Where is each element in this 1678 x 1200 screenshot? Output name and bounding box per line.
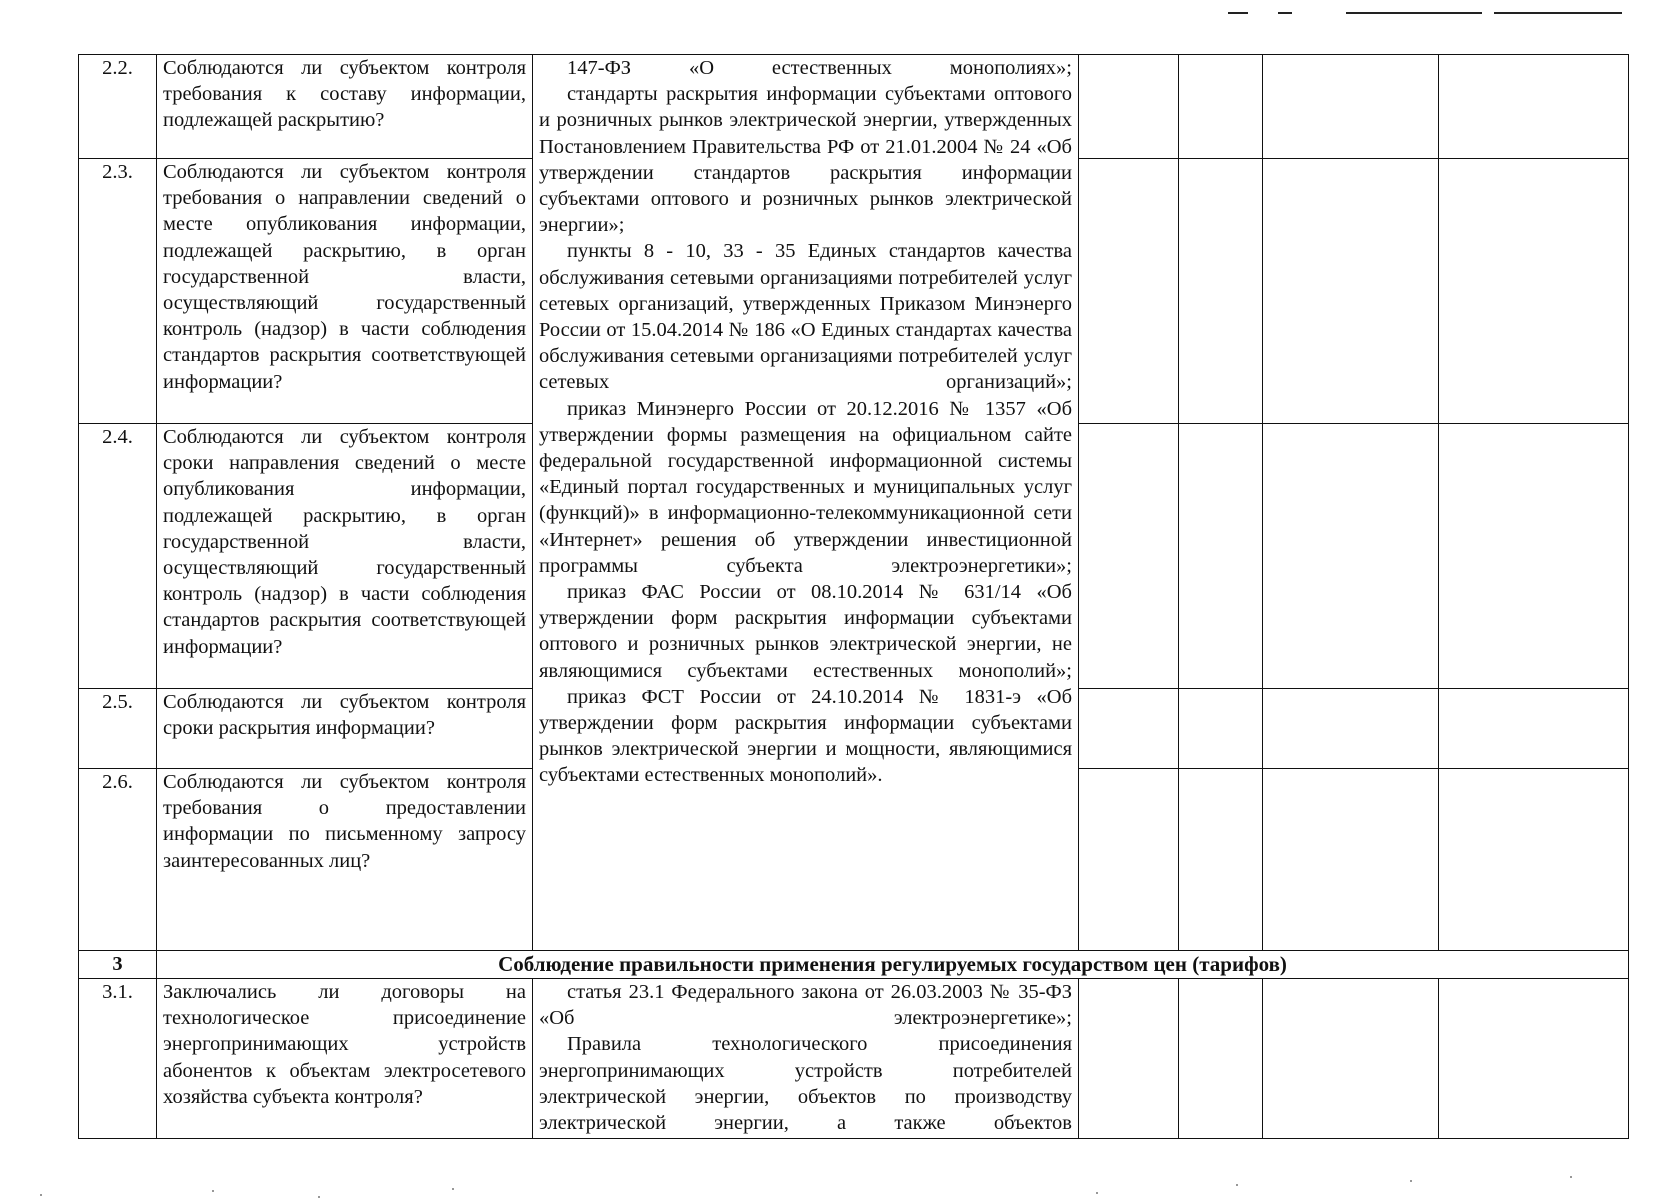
question-text: Заключались ли договоры на технологическое присоединение энергопринимающих устройств абонентов к объектам электросетевого хозяйства субъекта контроля?: [157, 979, 533, 1139]
scan-speckle: [40, 1194, 42, 1196]
answer-cell: [1263, 689, 1439, 769]
answer-cell: [1079, 979, 1179, 1139]
answer-cell: [1079, 55, 1179, 159]
scan-speckle: [1410, 1180, 1412, 1182]
answer-cell: [1439, 689, 1629, 769]
scan-speckle: [1236, 1184, 1238, 1186]
answer-cell: [1439, 424, 1629, 689]
legal-reference: приказ ФСТ России от 24.10.2014 № 1831-э «Об утверждении форм раскрытия информации субъектами рынков электрической энергии и мощности, являющимися субъектами естественных монополий».: [539, 685, 1072, 787]
question-text: Соблюдаются ли субъектом контроля сроки раскрытия информации?: [157, 689, 533, 769]
scan-speckle: [452, 1188, 454, 1190]
legal-basis-cell: [533, 979, 1079, 1139]
legal-reference: Правила технологического присоединения энергопринимающих устройств потребителей электрической энергии, объектов по производству электрической энергии, а также объектов: [539, 1033, 1072, 1135]
legal-reference: пункты 8 - 10, 33 - 35 Единых стандартов качества обслуживания сетевыми организациями потребителей услуг сетевых организаций, утвержденных Приказом Минэнерго России от 15.04.2014 № 186 «О Единых стандартах качества обслуживания сетевыми организациями потребителей услуг сетевых организаций»;: [539, 240, 1072, 394]
scan-speckle: [212, 1190, 214, 1192]
checklist-table: [78, 54, 1629, 1139]
legal-reference: приказ Минэнерго России от 20.12.2016 № 1357 «Об утверждении формы размещения на официальном сайте федеральной государственной информационной системы «Единый портал государственных и муниципальных услуг (функций)» в информационно-телекоммуникационной сети «Интернет» решения об утверждении инвестиционной программы субъекта электроэнергетики»;: [539, 397, 1072, 577]
legal-reference: стандарты раскрытия информации субъектами оптового и розничных рынков электрической энергии, утвержденных Постановлением Правительства РФ от 21.01.2004 № 24 «Об утверждении стандартов раскрытия информации субъектами оптового и розничных рынков электрической энергии»;: [539, 83, 1072, 237]
item-number: 3.1.: [79, 979, 157, 1139]
section-row: [79, 951, 1629, 979]
answer-cell: [1179, 689, 1263, 769]
item-number: 2.5.: [79, 689, 157, 769]
legal-basis-cell: [533, 55, 1079, 951]
answer-cell: [1439, 159, 1629, 424]
scan-edge-line: [1494, 12, 1622, 14]
answer-cell: [1079, 689, 1179, 769]
answer-cell: [1263, 769, 1439, 951]
scan-edge-line: [1228, 12, 1248, 14]
item-number: 2.6.: [79, 769, 157, 951]
section-title: Соблюдение правильности применения регулируемых государством цен (тарифов): [157, 951, 1629, 979]
scan-speckle: [1096, 1192, 1098, 1194]
answer-cell: [1263, 55, 1439, 159]
scan-edge-line: [1346, 12, 1482, 14]
question-text: Соблюдаются ли субъектом контроля требования к составу информации, подлежащей раскрытию?: [157, 55, 533, 159]
item-number: 2.3.: [79, 159, 157, 424]
legal-reference: статья 23.1 Федерального закона от 26.03.2003 № 35-ФЗ «Об электроэнергетике»;: [539, 981, 1072, 1030]
item-number: 2.2.: [79, 55, 157, 159]
answer-cell: [1179, 979, 1263, 1139]
answer-cell: [1179, 424, 1263, 689]
answer-cell: [1079, 159, 1179, 424]
answer-cell: [1079, 424, 1179, 689]
answer-cell: [1439, 55, 1629, 159]
answer-cell: [1179, 159, 1263, 424]
answer-cell: [1079, 769, 1179, 951]
table-row: [79, 55, 1629, 159]
section-number: 3: [79, 951, 157, 979]
scan-speckle: [1570, 1176, 1572, 1178]
answer-cell: [1179, 55, 1263, 159]
question-text: Соблюдаются ли субъектом контроля требования о предоставлении информации по письменному запросу заинтересованных лиц?: [157, 769, 533, 951]
answer-cell: [1179, 769, 1263, 951]
scan-edge-line: [1278, 12, 1292, 14]
table-row: [79, 979, 1629, 1139]
answer-cell: [1439, 979, 1629, 1139]
legal-reference: приказ ФАС России от 08.10.2014 № 631/14 «Об утверждении форм раскрытия информации субъектами оптового и розничных рынков электрической энергии, не являющимися субъектами естественных монополий»;: [539, 581, 1072, 682]
answer-cell: [1263, 159, 1439, 424]
legal-reference: 147-ФЗ «О естественных монополиях»;: [567, 57, 1072, 79]
item-number: 2.4.: [79, 424, 157, 689]
answer-cell: [1439, 769, 1629, 951]
answer-cell: [1263, 424, 1439, 689]
scan-speckle: [318, 1196, 320, 1198]
answer-cell: [1263, 979, 1439, 1139]
question-text: Соблюдаются ли субъектом контроля требования о направлении сведений о месте опубликования информации, подлежащей раскрытию, в орган государственной власти, осуществляющий государственный контроль (надзор) в части соблюдения стандартов раскрытия соответствующей информации?: [157, 159, 533, 424]
question-text: Соблюдаются ли субъектом контроля сроки направления сведений о месте опубликования информации, подлежащей раскрытию, в орган государственной власти, осуществляющий государственный контроль (надзор) в части соблюдения стандартов раскрытия соответствующей информации?: [157, 424, 533, 689]
